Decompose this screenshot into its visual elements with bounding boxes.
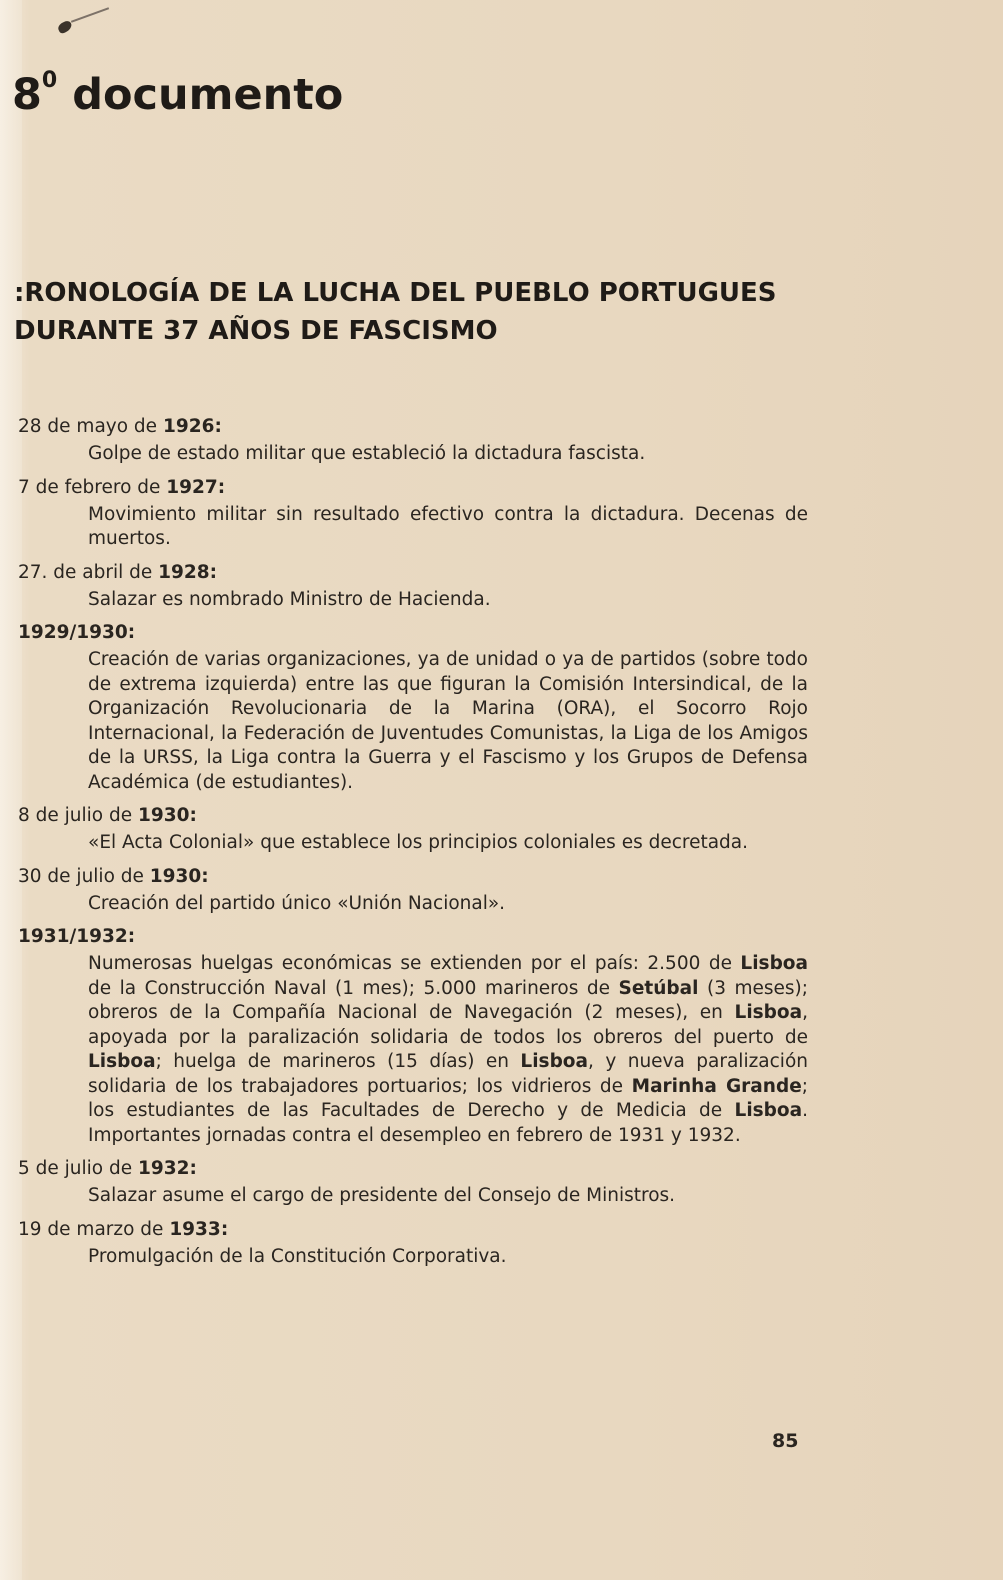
entry-date-prefix: 19 de marzo de <box>18 1218 170 1240</box>
entry-date <box>18 558 808 588</box>
chronology-entry <box>18 922 808 1148</box>
entry-date-prefix: 27. de abril de <box>18 561 159 583</box>
entry-date <box>18 473 808 503</box>
entry-text: Salazar asume el cargo de presidente del Consejo de Ministros. <box>88 1185 676 1206</box>
entry-year: 1932 <box>138 1158 190 1179</box>
entry-date <box>18 1215 808 1245</box>
entry-year: 1933 <box>169 1218 221 1240</box>
entry-text: Creación de varias organizaciones, ya de unidad o ya de partidos (sobre todo de extrema izquierda) entre las que figuran la Comisión Intersindical, de la Organización Revolucionaria de la Marina (ORA), el Socorro Rojo Internacional, la Federación de Juventudes Comunistas, la Liga de los Amigos de la URSS, la Liga contra la Guerra y el Fascismo y los Grupos de Defensa Académica (de estudiantes). <box>88 649 808 793</box>
entry-text <box>88 952 808 1148</box>
text-run: (3 meses); obreros de la Compañía Nacional de Navegación (2 meses), en <box>88 977 808 1023</box>
entry-colon: : <box>201 865 209 887</box>
place-name: Marinha Grande <box>631 1075 802 1097</box>
title-line-2: DURANTE 37 AÑOS DE FASCISMO <box>14 316 498 346</box>
document-number-sup: 0 <box>41 68 58 93</box>
entry-year: 1930 <box>138 805 190 826</box>
place-name: Setúbal <box>618 977 699 999</box>
text-run: de la Construcción Naval (1 mes); 5.000 marineros de <box>88 977 619 999</box>
entry-colon: : <box>127 622 136 643</box>
chronology-list <box>18 412 808 1275</box>
entry-year: 1931/1932 <box>18 926 128 947</box>
entry-year: 1928 <box>158 561 210 583</box>
chronology-entry <box>18 1154 808 1209</box>
chronology-entry <box>18 618 808 795</box>
entry-colon: : <box>189 1158 197 1179</box>
entry-date <box>18 618 808 648</box>
chronology-entry <box>18 412 808 467</box>
text-run: , y nueva paralización solidaria de los trabajadores portuarios; los vidrieros de <box>88 1051 808 1097</box>
text-run: Numerosas huelgas económicas se extienden por el país: 2.500 de <box>88 953 741 974</box>
entry-date-prefix: 8 de julio de <box>18 805 139 826</box>
text-run: , apoyada por la paralización solidaria de todos los obreros del puerto de <box>88 1002 808 1048</box>
title-line-1: :RONOLOGÍA DE LA LUCHA DEL PUEBLO PORTUGUES <box>14 278 777 308</box>
entry-colon: : <box>214 416 222 437</box>
document-number: 8 <box>12 70 42 120</box>
entry-text: Promulgación de la Constitución Corporativa. <box>88 1245 507 1267</box>
place-name: Lisboa <box>88 1051 156 1072</box>
entry-date <box>18 412 808 442</box>
entry-text: Golpe de estado militar que estableció la dictadura fascista. <box>88 443 646 464</box>
entry-date <box>18 801 808 831</box>
entry-colon: : <box>217 476 226 498</box>
document-word: documento <box>72 70 344 120</box>
entry-text: Movimiento militar sin resultado efectivo contra la dictadura. Decenas de muertos. <box>88 503 808 549</box>
entry-colon: : <box>209 561 218 583</box>
entry-date-prefix: 30 de julio de <box>18 865 150 887</box>
chronology-entry <box>18 1215 808 1270</box>
text-run: . Importantes jornadas contra el desempleo en febrero de 1931 y 1932. <box>88 1100 808 1146</box>
entry-date <box>18 1154 808 1184</box>
entry-date <box>18 862 808 892</box>
place-name: Lisboa <box>734 1002 803 1023</box>
text-run: ; los estudiantes de las Facultades de Derecho y de Medicia de <box>88 1075 808 1121</box>
entry-colon: : <box>189 805 197 826</box>
entry-colon: : <box>127 926 136 947</box>
ink-scratch <box>71 7 109 23</box>
chronology-entry <box>18 473 808 552</box>
entry-text: Salazar es nombrado Ministro de Hacienda. <box>88 588 491 610</box>
entry-year: 1926 <box>162 416 215 437</box>
entry-text: Creación del partido único «Unión Nacional». <box>88 892 506 914</box>
place-name: Lisboa <box>734 1100 803 1121</box>
place-name: Lisboa <box>520 1051 588 1072</box>
entry-date-prefix: 28 de mayo de <box>18 416 163 437</box>
entry-date <box>18 922 808 952</box>
entry-text: «El Acta Colonial» que establece los principios coloniales es decretada. <box>88 832 749 853</box>
page-title <box>14 274 777 350</box>
place-name: Lisboa <box>740 953 808 974</box>
page-number: 85 <box>772 1430 799 1452</box>
chronology-entry <box>18 558 808 613</box>
entry-year: 1927 <box>166 476 218 498</box>
entry-date-prefix: 5 de julio de <box>18 1158 139 1179</box>
chronology-entry <box>18 801 808 856</box>
text-run: ; huelga de marineros (15 días) en <box>155 1051 521 1072</box>
document-label <box>12 68 343 120</box>
entry-year: 1929/1930 <box>18 622 128 643</box>
entry-date-prefix: 7 de febrero de <box>18 476 167 498</box>
entry-colon: : <box>220 1218 229 1240</box>
chronology-entry <box>18 862 808 917</box>
entry-year: 1930 <box>149 865 202 887</box>
